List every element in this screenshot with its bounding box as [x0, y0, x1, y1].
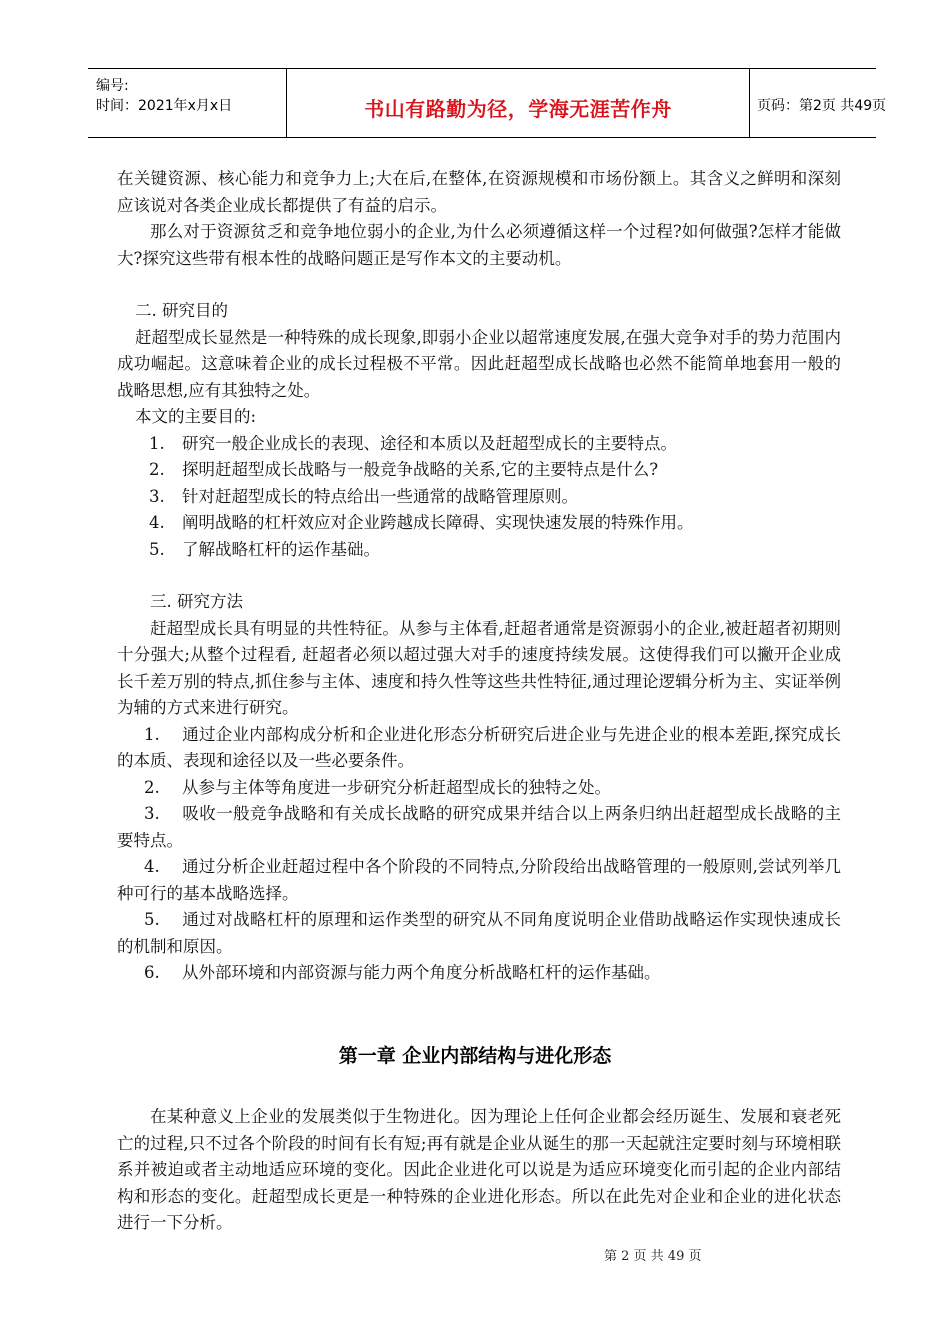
list-item: 1. 通过企业内部构成分析和企业进化形态分析研究后进企业与先进企业的根本差距,探究成长的本质、表现和途径以及一些必要条件。: [117, 724, 841, 770]
section-3-paragraph-1: 赶超型成长具有明显的共性特征。从参与主体看,赶超者通常是资源弱小的企业,被赶超者初期则十分强大;从整个过程看, 赶超者必须以超过强大对手的速度持续发展。这使得我们可以撇开企业成长千差万别的特点,抓住参与主体、速度和持久性等这些共性特征,通过理论逻辑分析为主、实证举例为辅的方式来进行研究。: [117, 618, 841, 717]
list-item: 2. 探明赶超型成长战略与一般竞争战略的关系,它的主要特点是什么?: [149, 460, 659, 479]
chapter-title: 第一章 企业内部结构与进化形态: [338, 1045, 612, 1067]
chapter-paragraph-1: 在某种意义上企业的发展类似于生物进化。因为理论上任何企业都会经历诞生、发展和衰老死亡的过程,只不过各个阶段的时间有长有短;再有就是企业从诞生的那一天起就注定要时刻与环境相联系并被迫或者主动地适应环境的变化。因此企业进化可以说是为适应环境变化而引起的企业内部结构和形态的变化。赶超型成长更是一种特殊的企业进化形态。所以在此先对企业和企业的进化状态进行一下分析。: [117, 1107, 841, 1232]
list-item: 5. 了解战略杠杆的运作基础。: [149, 539, 380, 559]
page-footer: 第 2 页 共 49 页: [604, 1249, 702, 1264]
section-3-title: 三. 研究方法: [150, 592, 243, 611]
section-2-title: 二. 研究目的: [135, 301, 228, 320]
section-3-list: [117, 722, 841, 987]
list-item: 6. 从外部环境和内部资源与能力两个角度分析战略杠杆的运作基础。: [144, 963, 661, 982]
document-body: [117, 166, 841, 987]
list-item: 5. 通过对战略杠杆的原理和运作类型的研究从不同角度说明企业借助战略运作实现快速成长的机制和原因。: [117, 910, 841, 956]
section-2-paragraph-1: 赶超型成长显然是一种特殊的成长现象,即弱小企业以超常速度发展,在强大竞争对手的势力范围内成功崛起。这意味着企业的成长过程极不平常。因此赶超型成长战略也必然不能简单地套用一般的战略思想,应有其独特之处。: [117, 327, 841, 400]
list-item: 4. 阐明战略的杠杆效应对企业跨越成长障碍、实现快速发展的特殊作用。: [149, 513, 694, 532]
list-item: 4. 通过分析企业赶超过程中各个阶段的不同特点,分阶段给出战略管理的一般原则,尝试列举几种可行的基本战略选择。: [117, 857, 841, 903]
header-motto: 书山有路勤为径，学海无涯苦作舟: [364, 97, 672, 121]
intro-paragraph-1: 在关键资源、核心能力和竞争力上;大在后,在整体,在资源规模和市场份额上。其含义之鲜明和深刻应该说对各类企业成长都提供了有益的启示。: [117, 169, 841, 215]
intro-paragraph-2: 那么对于资源贫乏和竞争地位弱小的企业,为什么必须遵循这样一个过程?如何做强?怎样才能做大?探究这些带有根本性的战略问题正是写作本文的主要动机。: [117, 222, 841, 268]
chapter-body: [117, 1104, 841, 1237]
header-right-cell: [749, 69, 887, 137]
page-label: 页码：第2页 共49页: [757, 98, 887, 114]
page-header: [88, 68, 887, 138]
section-2-paragraph-2: 本文的主要目的:: [135, 407, 257, 426]
section-2-list: [117, 431, 841, 564]
list-item: 1. 研究一般企业成长的表现、途径和本质以及赶超型成长的主要特点。: [149, 433, 677, 453]
time-label: 时间：2021年x月x日: [96, 98, 233, 114]
number-label: 编号:: [96, 78, 129, 94]
header-motto-cell: [286, 69, 750, 137]
list-item: 3. 针对赶超型成长的特点给出一些通常的战略管理原则。: [149, 486, 578, 506]
header-left-cell: [88, 69, 286, 137]
list-item: 3. 吸收一般竞争战略和有关成长战略的研究成果并结合以上两条归纳出赶超型成长战略的主要特点。: [117, 804, 841, 850]
list-item: 2. 从参与主体等角度进一步研究分析赶超型成长的独特之处。: [144, 777, 611, 797]
